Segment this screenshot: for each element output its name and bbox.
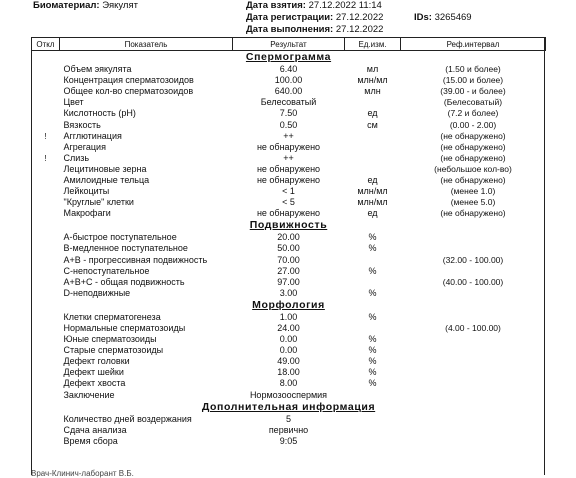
ids-value: 3265469 bbox=[434, 12, 472, 23]
parameter-cell: Старые сперматозоиды bbox=[63, 345, 164, 356]
flag-cell bbox=[32, 345, 60, 356]
parameter-cell: Кислотность (pH) bbox=[63, 108, 136, 119]
section-title-cell bbox=[32, 51, 546, 65]
unit-cell bbox=[345, 255, 401, 266]
date-registered-label: Дата регистрации: bbox=[246, 12, 334, 23]
result-cell: не обнаружено bbox=[256, 208, 321, 219]
table-row bbox=[32, 64, 546, 75]
reference-cell: (менее 1.0) bbox=[450, 186, 496, 197]
table-row bbox=[32, 255, 546, 266]
flag-cell bbox=[32, 378, 60, 389]
flag-cell bbox=[32, 232, 60, 243]
col-header-result: Результат bbox=[233, 38, 345, 51]
reference-cell: (0.00 - 2.00) bbox=[449, 119, 497, 130]
result-cell: 8.00 bbox=[279, 378, 298, 389]
result-cell: 0.00 bbox=[279, 345, 298, 356]
unit-cell: % bbox=[368, 232, 377, 243]
section-title-cell bbox=[32, 299, 546, 312]
date-registered-value: 27.12.2022 bbox=[335, 12, 384, 23]
table-row bbox=[32, 186, 546, 197]
table-row bbox=[32, 414, 546, 425]
flag-cell bbox=[32, 425, 60, 436]
col-header-parameter: Показатель bbox=[60, 38, 233, 51]
result-cell: < 1 bbox=[282, 186, 295, 197]
flag-cell bbox=[32, 97, 60, 108]
section-header bbox=[32, 401, 546, 414]
date-taken-label: Дата взятия: bbox=[246, 0, 306, 11]
ids-label: IDs: bbox=[414, 12, 432, 23]
unit-cell: ед bbox=[367, 108, 378, 119]
reference-cell bbox=[401, 356, 546, 367]
result-cell: не обнаружено bbox=[256, 141, 321, 152]
result-cell: 50.00 bbox=[277, 243, 300, 254]
unit-cell bbox=[345, 153, 401, 164]
reference-cell: (не обнаружено) bbox=[440, 174, 506, 185]
section-title-cell bbox=[32, 401, 546, 414]
unit-cell: % bbox=[368, 265, 377, 276]
result-cell: 70.00 bbox=[277, 254, 300, 265]
result-cell: 1.00 bbox=[279, 311, 298, 322]
parameter-cell: Слизь bbox=[63, 152, 90, 163]
unit-cell: млн bbox=[364, 86, 381, 97]
unit-cell: % bbox=[368, 334, 377, 345]
parameter-cell: Объем эякулята bbox=[63, 64, 132, 75]
result-cell: первично bbox=[268, 424, 309, 435]
unit-cell: % bbox=[368, 287, 377, 298]
col-header-reference: Реф.интервал bbox=[401, 38, 546, 51]
flag-cell bbox=[32, 142, 60, 153]
reference-cell bbox=[401, 367, 546, 378]
flag-cell bbox=[32, 390, 60, 401]
result-cell: < 5 bbox=[282, 197, 295, 208]
parameter-cell: А-быстрое поступательное bbox=[63, 232, 177, 243]
parameter-cell: Клетки сперматогенеза bbox=[63, 311, 161, 322]
table-row bbox=[32, 425, 546, 436]
date-taken bbox=[246, 0, 382, 11]
result-cell: 49.00 bbox=[277, 356, 300, 367]
flag-cell bbox=[32, 164, 60, 175]
unit-cell: % bbox=[368, 311, 377, 322]
reference-cell: (32.00 - 100.00) bbox=[442, 254, 504, 265]
flag-cell bbox=[32, 266, 60, 277]
section-title-cell bbox=[32, 219, 546, 232]
parameter-cell: Дефект шейки bbox=[63, 367, 124, 378]
parameter-cell: Агглютинация bbox=[63, 130, 122, 141]
flag-cell bbox=[32, 64, 60, 75]
result-cell: 0.50 bbox=[279, 119, 298, 130]
biomaterial-label: Биоматериал: bbox=[33, 0, 100, 11]
result-cell: 20.00 bbox=[277, 232, 300, 243]
flag-cell bbox=[32, 75, 60, 86]
section-title: Дополнительная информация bbox=[201, 400, 376, 413]
table-row bbox=[32, 288, 546, 299]
flag-cell bbox=[32, 243, 60, 254]
unit-cell: ед bbox=[367, 208, 378, 219]
table-row bbox=[32, 86, 546, 97]
table-row bbox=[32, 312, 546, 323]
date-done-label: Дата выполнения: bbox=[246, 24, 334, 35]
reference-cell bbox=[401, 436, 546, 447]
flag-cell bbox=[32, 436, 60, 447]
flag-cell: ! bbox=[44, 153, 47, 163]
date-done bbox=[246, 24, 383, 35]
result-cell: 27.00 bbox=[277, 265, 300, 276]
table-row bbox=[32, 243, 546, 254]
result-cell: 5 bbox=[285, 413, 291, 424]
parameter-cell: Сдача анализа bbox=[63, 424, 127, 435]
section-title: Морфология bbox=[252, 298, 325, 311]
parameter-cell: Цвет bbox=[63, 97, 84, 108]
unit-cell: млн/мл bbox=[357, 186, 388, 197]
parameter-cell: Общее кол-во сперматозоидов bbox=[63, 86, 194, 97]
unit-cell bbox=[345, 436, 401, 447]
table-row bbox=[32, 266, 546, 277]
flag-cell bbox=[32, 334, 60, 345]
table-row bbox=[32, 345, 546, 356]
section-title: Спермограмма bbox=[245, 51, 332, 63]
table-row bbox=[32, 131, 546, 142]
result-cell: 7.50 bbox=[279, 108, 298, 119]
reference-cell bbox=[401, 232, 546, 243]
result-cell: ++ bbox=[283, 152, 294, 163]
reference-cell bbox=[401, 378, 546, 389]
unit-cell: мл bbox=[366, 64, 379, 75]
section-title: Подвижность bbox=[249, 219, 328, 232]
parameter-cell: С-непоступательное bbox=[63, 265, 150, 276]
ids bbox=[414, 12, 472, 23]
result-cell: ++ bbox=[283, 130, 294, 141]
parameter-cell: D-неподвижные bbox=[63, 287, 131, 298]
parameter-cell: Заключение bbox=[63, 389, 115, 400]
parameter-cell: Дефект головки bbox=[63, 356, 130, 367]
flag-cell bbox=[32, 356, 60, 367]
reference-cell: (7.2 и более) bbox=[447, 108, 499, 119]
unit-cell bbox=[345, 414, 401, 425]
parameter-cell: Амилоидные тельца bbox=[63, 174, 150, 185]
reference-cell: (39.00 - и более) bbox=[440, 86, 506, 97]
table-row bbox=[32, 356, 546, 367]
parameter-cell: Лецитиновые зерна bbox=[63, 163, 147, 174]
flag-cell bbox=[32, 255, 60, 266]
unit-cell bbox=[345, 323, 401, 334]
unit-cell: % bbox=[368, 243, 377, 254]
table-row bbox=[32, 119, 546, 130]
parameter-cell: А+В+С - общая подвижность bbox=[63, 276, 185, 287]
col-header-deviation: Откл bbox=[32, 38, 60, 51]
reference-cell bbox=[401, 425, 546, 436]
reference-cell bbox=[401, 334, 546, 345]
unit-cell: см bbox=[367, 119, 378, 130]
unit-cell bbox=[345, 142, 401, 153]
result-cell: 0.00 bbox=[279, 334, 298, 345]
reference-cell: (40.00 - 100.00) bbox=[442, 276, 504, 287]
unit-cell: % bbox=[368, 378, 377, 389]
parameter-cell: Время сбора bbox=[63, 435, 118, 446]
flag-cell bbox=[32, 288, 60, 299]
flag-cell bbox=[32, 208, 60, 219]
result-cell: не обнаружено bbox=[256, 163, 321, 174]
result-cell: 24.00 bbox=[277, 323, 300, 334]
reference-cell bbox=[401, 288, 546, 299]
result-cell: 9:05 bbox=[279, 435, 298, 446]
unit-cell bbox=[345, 425, 401, 436]
unit-cell bbox=[345, 277, 401, 288]
table-row bbox=[32, 367, 546, 378]
table-row bbox=[32, 277, 546, 288]
col-header-unit: Ед.изм. bbox=[345, 38, 401, 51]
result-cell: 97.00 bbox=[277, 276, 300, 287]
date-registered bbox=[246, 12, 383, 23]
unit-cell bbox=[345, 97, 401, 108]
date-done-value: 27.12.2022 bbox=[335, 24, 384, 35]
flag-cell bbox=[32, 119, 60, 130]
flag-cell bbox=[32, 197, 60, 208]
unit-cell: млн/мл bbox=[357, 75, 388, 86]
flag-cell bbox=[32, 277, 60, 288]
table-row bbox=[32, 208, 546, 219]
unit-cell: % bbox=[368, 367, 377, 378]
table-row bbox=[32, 97, 546, 108]
date-taken-value: 27.12.2022 11:14 bbox=[308, 0, 382, 11]
reference-cell: (Белесоватый) bbox=[443, 97, 503, 108]
table-row bbox=[32, 142, 546, 153]
reference-cell bbox=[401, 390, 546, 401]
section-header bbox=[32, 219, 546, 232]
section-header bbox=[32, 299, 546, 312]
reference-cell bbox=[401, 345, 546, 356]
reference-cell bbox=[401, 266, 546, 277]
unit-cell: млн/мл bbox=[357, 197, 388, 208]
parameter-cell: Агрегация bbox=[63, 141, 106, 152]
table-row bbox=[32, 378, 546, 389]
reference-cell: (менее 5.0) bbox=[450, 197, 496, 208]
table-row bbox=[32, 175, 546, 186]
biomaterial-value: Эякулят bbox=[102, 0, 138, 11]
section-header bbox=[32, 51, 546, 65]
flag-cell bbox=[32, 323, 60, 334]
table-header bbox=[32, 38, 546, 51]
reference-cell: (не обнаружено) bbox=[440, 130, 506, 141]
reference-cell bbox=[401, 243, 546, 254]
reference-cell: (не обнаружено) bbox=[440, 208, 506, 219]
reference-cell: (небольшое кол-во) bbox=[434, 163, 512, 174]
table-row bbox=[32, 153, 546, 164]
result-cell: 3.00 bbox=[279, 287, 298, 298]
reference-cell bbox=[401, 414, 546, 425]
flag-cell bbox=[32, 108, 60, 119]
result-cell: 6.40 bbox=[279, 64, 298, 75]
unit-cell bbox=[345, 131, 401, 142]
parameter-cell: Вязкость bbox=[63, 119, 101, 130]
result-cell: Нормозооспермия bbox=[249, 389, 328, 400]
reference-cell: (не обнаружено) bbox=[440, 152, 506, 163]
result-cell: 640.00 bbox=[274, 86, 303, 97]
reference-cell: (4.00 - 100.00) bbox=[445, 323, 501, 334]
result-cell: 18.00 bbox=[277, 367, 300, 378]
result-cell: Белесоватый bbox=[260, 97, 317, 108]
result-cell: не обнаружено bbox=[256, 174, 321, 185]
result-cell: 100.00 bbox=[274, 75, 303, 86]
parameter-cell: Нормальные сперматозоиды bbox=[63, 323, 186, 334]
table-row bbox=[32, 197, 546, 208]
parameter-cell: Концентрация сперматозоидов bbox=[63, 75, 194, 86]
parameter-cell: Дефект хвоста bbox=[63, 378, 126, 389]
reference-cell: (не обнаружено) bbox=[440, 141, 506, 152]
footer-note: Врач-Клинич-лаборант В.Б. bbox=[31, 469, 134, 478]
unit-cell bbox=[345, 164, 401, 175]
parameter-cell: Макрофаги bbox=[63, 208, 111, 219]
table-row bbox=[32, 108, 546, 119]
flag-cell bbox=[32, 86, 60, 97]
flag-cell bbox=[32, 175, 60, 186]
parameter-cell: Юные сперматозоиды bbox=[63, 334, 157, 345]
biomaterial bbox=[33, 0, 138, 11]
table-row bbox=[32, 164, 546, 175]
table-row bbox=[32, 334, 546, 345]
unit-cell bbox=[345, 390, 401, 401]
flag-cell bbox=[32, 367, 60, 378]
parameter-cell: А+В - прогрессивная подвижность bbox=[63, 254, 208, 265]
flag-cell bbox=[32, 414, 60, 425]
reference-cell: (1.50 и более) bbox=[445, 64, 501, 75]
table-row bbox=[32, 323, 546, 334]
parameter-cell: Лейкоциты bbox=[63, 186, 110, 197]
parameter-cell: Количество дней воздержания bbox=[63, 413, 192, 424]
flag-cell bbox=[32, 312, 60, 323]
parameter-cell: В-медленное поступательное bbox=[63, 243, 188, 254]
reference-cell: (15.00 и более) bbox=[442, 75, 504, 86]
unit-cell: % bbox=[368, 345, 377, 356]
parameter-cell: "Круглые" клетки bbox=[63, 197, 134, 208]
table-row bbox=[32, 436, 546, 447]
unit-cell: ед bbox=[367, 174, 378, 185]
reference-cell bbox=[401, 312, 546, 323]
unit-cell: % bbox=[368, 356, 377, 367]
results-table bbox=[31, 37, 546, 447]
flag-cell bbox=[32, 186, 60, 197]
table-row bbox=[32, 75, 546, 86]
flag-cell: ! bbox=[44, 131, 47, 141]
table-row bbox=[32, 390, 546, 401]
table-row bbox=[32, 232, 546, 243]
